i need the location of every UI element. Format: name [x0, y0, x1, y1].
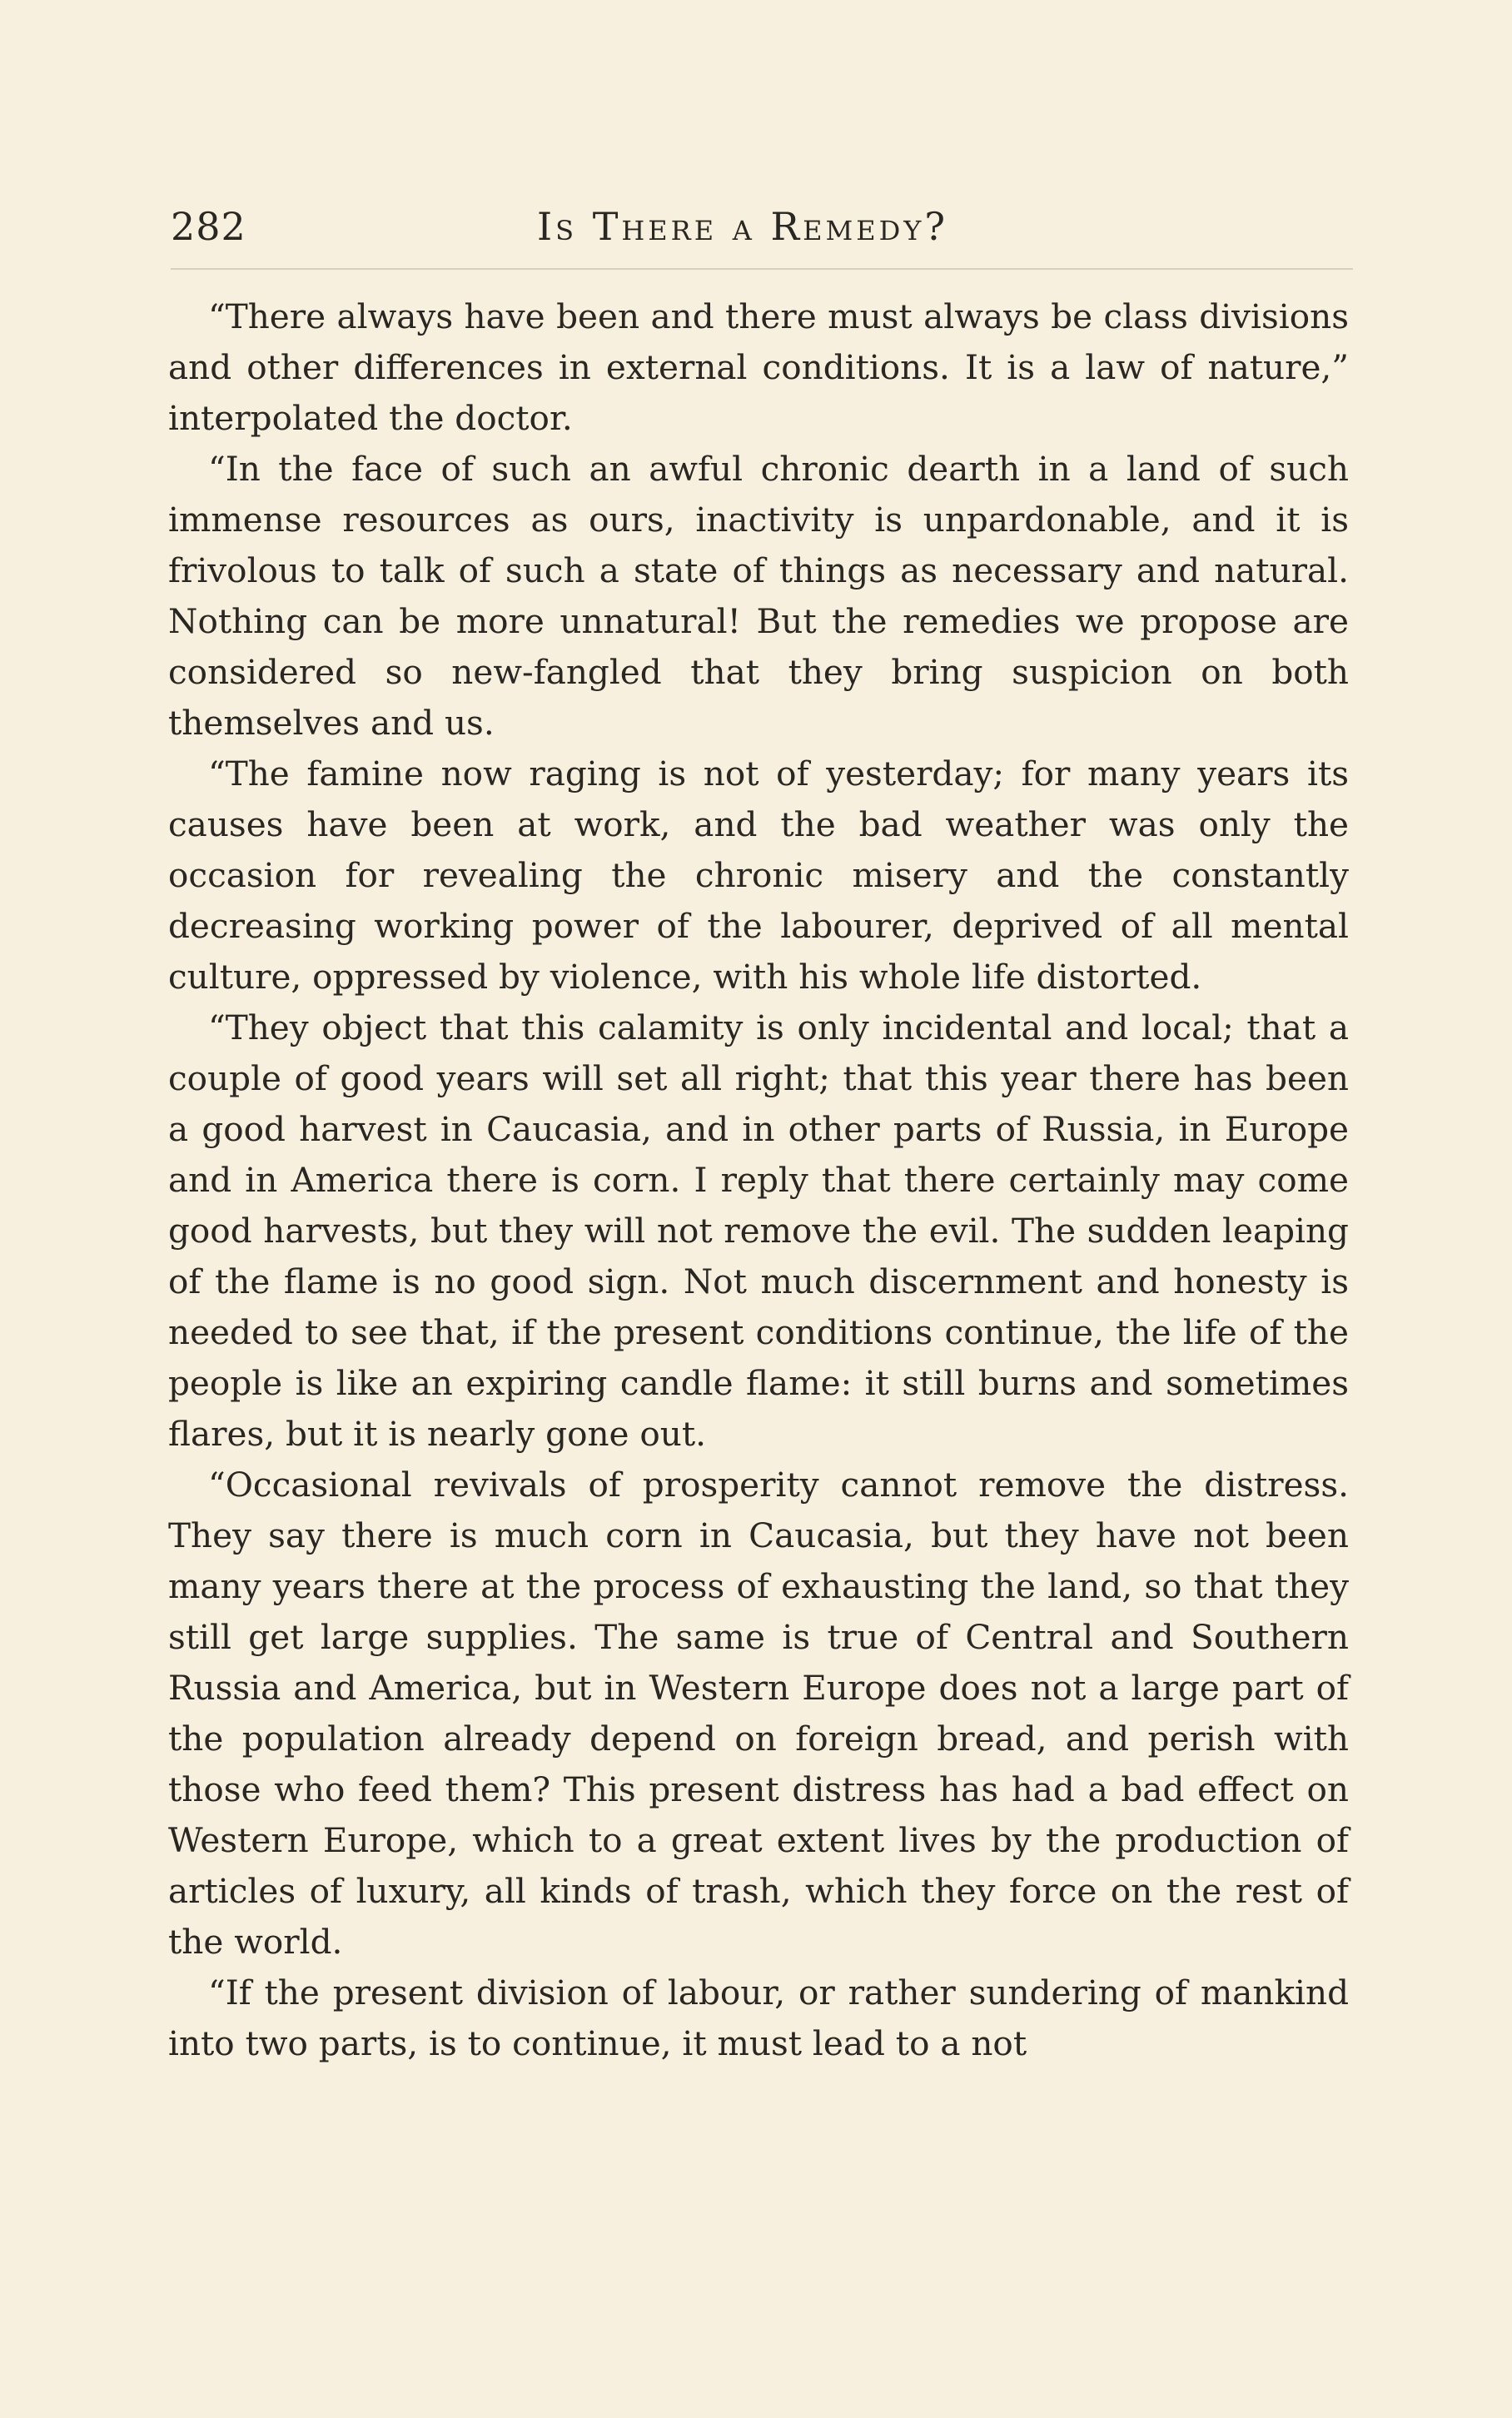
- page-number: 282: [171, 204, 246, 249]
- header-rule: [171, 268, 1353, 270]
- paragraph: “There always have been and there must always be class divisions and other differences in external conditions. It is a law of nature,” interpolated the doctor.: [168, 296, 1349, 438]
- paragraph: “The famine now raging is not of yesterday; for many years its causes have been at work, and the bad weather was only the occasion for revealing the chronic misery and the constantly decreasing working power of the labourer, deprived of all mental culture, oppressed by violence, with his whole life distorted.: [168, 754, 1349, 997]
- body-text: [168, 291, 1349, 2069]
- paragraph: “In the face of such an awful chronic dearth in a land of such immense resources as ours, inactivity is unpardonable, and it is frivolous to talk of such a state of things as necessary and natural. Nothing can be more unnatural! But the remedies we propose are considered so new-fangled that they bring suspicion on both themselves and us.: [168, 449, 1349, 743]
- paragraph: “Occasional revivals of prosperity cannot remove the distress. They say there is much corn in Caucasia, but they have not been many years there at the process of exhausting the land, so that they still get large supplies. The same is true of Central and Southern Russia and America, but in Western Europe does not a large part of the population already depend on foreign bread, and perish with those who feed them? This present distress has had a bad effect on Western Europe, which to a great extent lives by the production of articles of luxury, all kinds of trash, which they force on the rest of the world.: [168, 1465, 1349, 1962]
- running-title: Is There a Remedy?: [537, 204, 949, 249]
- paragraph: “If the present division of labour, or rather sundering of mankind into two parts, is to continue, it must lead to a not: [168, 1973, 1349, 2063]
- page-header: [171, 200, 1353, 258]
- paragraph: “They object that this calamity is only incidental and local; that a couple of good years will set all right; that this year there has been a good harvest in Caucasia, and in other parts of Russia, in Europe and in America there is corn. I reply that there certainly may come good harvests, but they will not remove the evil. The sudden leaping of the flame is no good sign. Not much discernment and honesty is needed to see that, if the present conditions continue, the life of the people is like an expiring candle flame: it still burns and sometimes flares, but it is nearly gone out.: [168, 1007, 1349, 1454]
